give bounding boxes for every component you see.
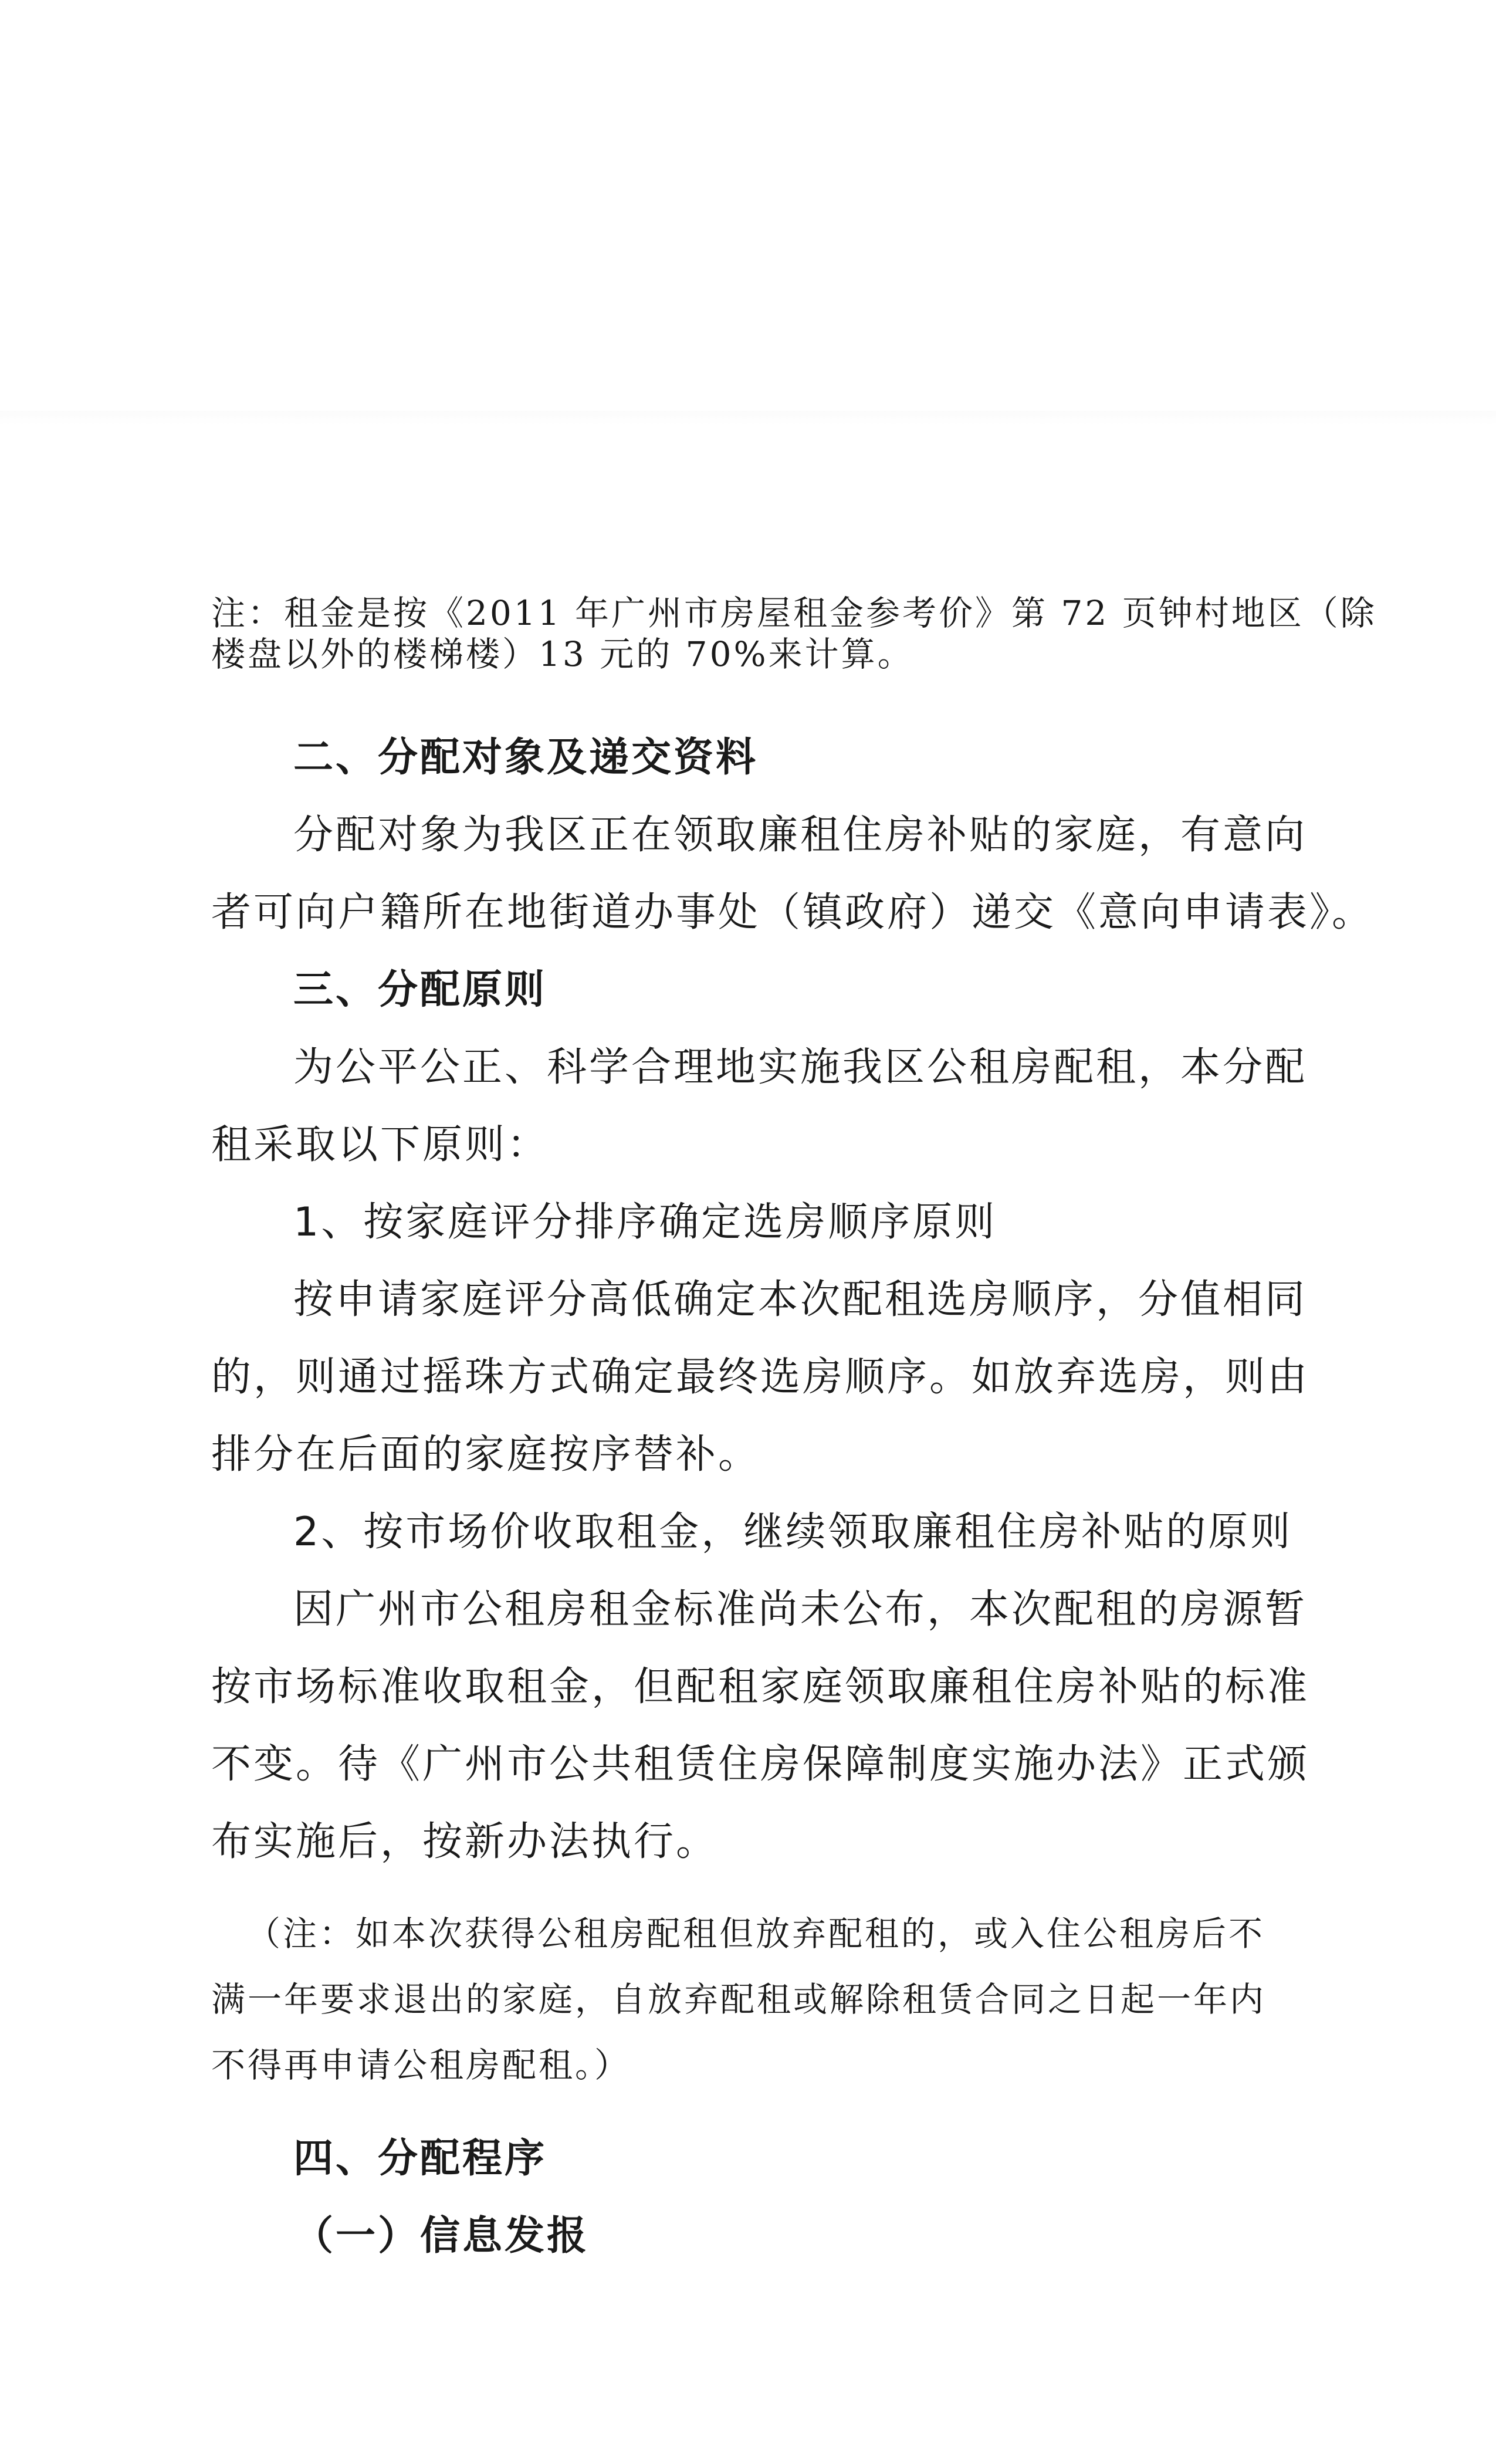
section-4-subheading: （一）信息发报 [293, 2213, 590, 2259]
paragraph-line: 因广州市公租房租金标准尚未公布，本次配租的房源暂 [293, 1586, 1308, 1633]
principle-1-title: 1、按家庭评分排序确定选房顺序原则 [293, 1199, 997, 1245]
document-body [211, 593, 1377, 2275]
paragraph-line: 排分在后面的家庭按序替补。 [211, 1431, 761, 1478]
paragraph-line: 者可向户籍所在地街道办事处（镇政府）递交《意向申请表》。 [211, 889, 1375, 936]
paragraph-line: 按申请家庭评分高低确定本次配租选房顺序，分值相同 [293, 1277, 1308, 1323]
paragraph-line: 布实施后，按新办法执行。 [211, 1819, 719, 1865]
section-3-intro [211, 1029, 1308, 1184]
note-line: （注：如本次获得公租房配租但放弃配租的，或入住公租房后不 [246, 1914, 1265, 1954]
principle-2-title: 2、按市场价收取租金，继续领取廉租住房补贴的原则 [293, 1509, 1293, 1555]
scan-edge [0, 411, 1496, 425]
paragraph-line: 的，则通过摇珠方式确定最终选房顺序。如放弃选房，则由 [211, 1354, 1310, 1400]
section-4-heading: 四、分配程序 [293, 2135, 547, 2182]
section-2-paragraph [211, 797, 1375, 952]
section-3-heading: 三、分配原则 [293, 967, 547, 1013]
note-line: 满一年要求退出的家庭，自放弃配租或解除租赁合同之日起一年内 [211, 1979, 1267, 2019]
rent-note-line-1: 注：租金是按《2011 年广州市房屋租金参考价》第 72 页钟村地区（除 [211, 593, 1377, 633]
section-2-heading: 二、分配对象及递交资料 [293, 735, 759, 781]
paragraph-line: 租采取以下原则： [211, 1122, 550, 1168]
note-line: 不得再申请公租房配租。） [211, 2045, 631, 2085]
rent-note [211, 593, 1377, 675]
paragraph-line: 分配对象为我区正在领取廉租住房补贴的家庭，有意向 [293, 812, 1308, 858]
paragraph-line: 不变。待《广州市公共租赁住房保障制度实施办法》正式颁 [211, 1741, 1310, 1788]
principle-2-paragraph [211, 1571, 1310, 1881]
paragraph-line: 按市场标准收取租金，但配租家庭领取廉租住房补贴的标准 [211, 1664, 1310, 1710]
withdrawal-note [211, 1901, 1267, 2098]
paragraph-line: 为公平公正、科学合理地实施我区公租房配租，本分配 [293, 1044, 1308, 1091]
principle-1-paragraph [211, 1261, 1310, 1494]
rent-note-line-2: 楼盘以外的楼梯楼）13 元的 70%来计算。 [211, 634, 914, 674]
